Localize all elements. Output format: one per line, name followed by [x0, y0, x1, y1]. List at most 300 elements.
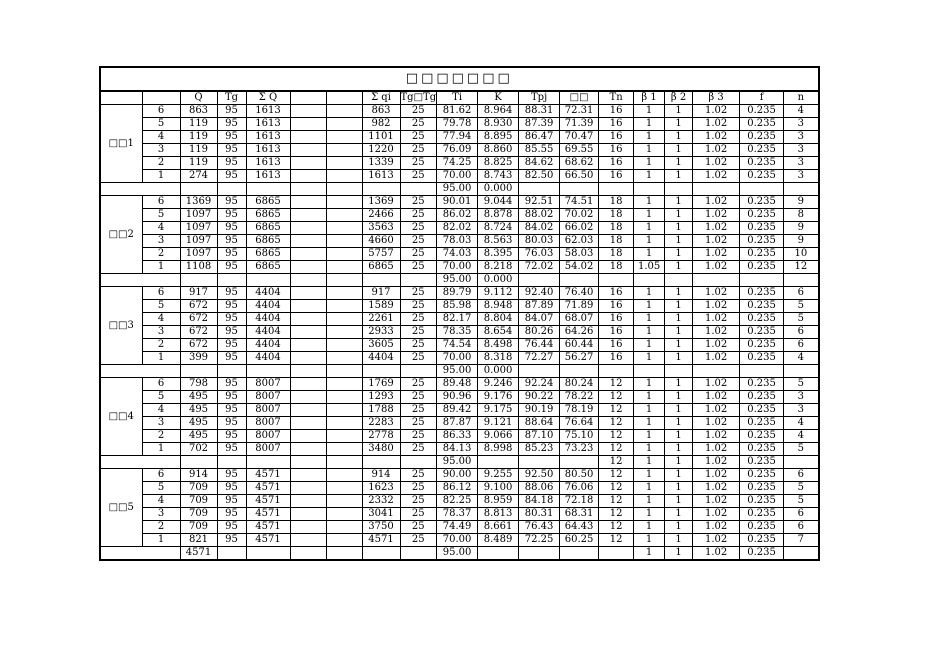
table-cell: 1	[665, 534, 693, 547]
table-cell: 95.00	[437, 365, 478, 378]
table-cell	[326, 170, 362, 183]
table-cell: 25	[400, 482, 437, 495]
table-cell: 1097	[180, 209, 217, 222]
table-cell: 1	[634, 287, 665, 300]
table-cell: 92.50	[519, 469, 560, 482]
table-cell: 60.44	[560, 339, 599, 352]
group-footer-row	[100, 183, 819, 196]
table-cell: 1	[665, 443, 693, 456]
table-cell	[362, 456, 400, 469]
table-cell: 12	[599, 430, 634, 443]
column-header: n	[784, 91, 819, 105]
table-cell: 25	[400, 287, 437, 300]
table-cell: 1.02	[693, 469, 740, 482]
table-cell: 25	[400, 313, 437, 326]
table-cell: 87.89	[519, 300, 560, 313]
table-cell: 25	[400, 430, 437, 443]
table-cell: 2	[142, 521, 180, 534]
table-cell: 119	[180, 157, 217, 170]
table-cell: 8.964	[478, 105, 519, 118]
table-cell: 6865	[362, 261, 400, 274]
table-cell: 1.02	[693, 196, 740, 209]
table-cell: 1.02	[693, 339, 740, 352]
column-header: Σ Q	[246, 91, 290, 105]
table-cell	[217, 274, 246, 287]
table-cell: 77.94	[437, 131, 478, 144]
table-cell	[784, 183, 819, 196]
group-label: □□5	[100, 469, 142, 547]
table-cell: 3	[784, 170, 819, 183]
table-cell: 95	[217, 313, 246, 326]
table-cell: 8007	[246, 404, 290, 417]
table-row	[100, 170, 819, 183]
table-cell: 80.50	[560, 469, 599, 482]
table-cell: 25	[400, 196, 437, 209]
table-cell	[290, 248, 326, 261]
table-cell: 1	[634, 209, 665, 222]
table-cell: 1	[665, 170, 693, 183]
table-cell: 1	[665, 508, 693, 521]
table-cell: 3041	[362, 508, 400, 521]
table-cell	[599, 365, 634, 378]
table-cell	[290, 365, 326, 378]
table-cell: 1	[634, 469, 665, 482]
group-label: □□2	[100, 196, 142, 274]
table-cell: 18	[599, 222, 634, 235]
table-cell: 1	[665, 235, 693, 248]
table-cell: 84.07	[519, 313, 560, 326]
table-cell: 25	[400, 534, 437, 547]
table-cell: 0.235	[740, 430, 784, 443]
table-cell	[693, 365, 740, 378]
table-cell: 6	[784, 508, 819, 521]
table-cell: 84.02	[519, 222, 560, 235]
table-cell: 25	[400, 157, 437, 170]
table-cell: 8007	[246, 417, 290, 430]
table-cell: 1097	[180, 222, 217, 235]
table-cell: 4404	[246, 300, 290, 313]
table-cell: 9.121	[478, 417, 519, 430]
table-cell: 25	[400, 118, 437, 131]
table-cell	[326, 469, 362, 482]
table-row	[100, 300, 819, 313]
table-cell: 0.235	[740, 495, 784, 508]
table-cell: 82.17	[437, 313, 478, 326]
table-cell: 1.02	[693, 378, 740, 391]
table-cell: 54.02	[560, 261, 599, 274]
table-row	[100, 443, 819, 456]
table-cell: 16	[599, 287, 634, 300]
table-cell: 1613	[362, 170, 400, 183]
table-row	[100, 482, 819, 495]
table-cell	[326, 235, 362, 248]
table-cell: 0.000	[478, 365, 519, 378]
table-cell	[217, 365, 246, 378]
table-cell: 0.235	[740, 404, 784, 417]
table-cell: 5	[784, 313, 819, 326]
table-cell: 25	[400, 521, 437, 534]
table-cell	[326, 417, 362, 430]
table-cell: 0.235	[740, 547, 784, 561]
table-cell	[290, 157, 326, 170]
table-cell: 1369	[180, 196, 217, 209]
table-cell: 75.10	[560, 430, 599, 443]
table-cell: 82.50	[519, 170, 560, 183]
table-cell: 8.825	[478, 157, 519, 170]
table-cell: 1.02	[693, 508, 740, 521]
table-cell: 1	[142, 443, 180, 456]
table-cell: 1	[665, 495, 693, 508]
table-cell: 1.02	[693, 131, 740, 144]
table-cell: 74.54	[437, 339, 478, 352]
table-cell: 72.25	[519, 534, 560, 547]
table-cell	[290, 300, 326, 313]
table-cell: 3	[784, 157, 819, 170]
table-cell: 8.318	[478, 352, 519, 365]
table-cell	[290, 235, 326, 248]
table-cell: 119	[180, 131, 217, 144]
column-header	[142, 91, 180, 105]
table-cell: 1	[665, 404, 693, 417]
table-cell: 1.02	[693, 534, 740, 547]
table-cell: 1.02	[693, 313, 740, 326]
table-cell: 95	[217, 196, 246, 209]
table-cell: 85.55	[519, 144, 560, 157]
table-cell: 95	[217, 105, 246, 118]
table-cell: 6	[142, 378, 180, 391]
table-cell: 5	[142, 391, 180, 404]
table-cell	[326, 404, 362, 417]
table-cell	[290, 521, 326, 534]
group-footer-row	[100, 456, 819, 469]
table-cell: 9.100	[478, 482, 519, 495]
table-cell: 25	[400, 495, 437, 508]
table-row	[100, 508, 819, 521]
table-cell	[560, 456, 599, 469]
table-cell: 709	[180, 495, 217, 508]
table-cell: 0.235	[740, 352, 784, 365]
table-cell: 9.255	[478, 469, 519, 482]
table-row	[100, 417, 819, 430]
table-cell: 2261	[362, 313, 400, 326]
table-cell: 95	[217, 521, 246, 534]
table-row	[100, 404, 819, 417]
table-cell: 1	[665, 196, 693, 209]
table-row	[100, 261, 819, 274]
table-cell: 25	[400, 326, 437, 339]
table-row	[100, 313, 819, 326]
table-cell: 1.02	[693, 144, 740, 157]
table-cell: 4660	[362, 235, 400, 248]
table-cell: 95	[217, 482, 246, 495]
table-cell	[693, 183, 740, 196]
table-cell: 95	[217, 261, 246, 274]
table-cell	[246, 456, 290, 469]
table-cell	[290, 352, 326, 365]
table-cell	[326, 287, 362, 300]
table-cell: 9	[784, 222, 819, 235]
table-cell: 86.33	[437, 430, 478, 443]
table-cell: 8.489	[478, 534, 519, 547]
table-cell	[478, 456, 519, 469]
table-cell: 76.40	[560, 287, 599, 300]
table-cell: 4571	[362, 534, 400, 547]
table-cell: 18	[599, 235, 634, 248]
table-cell: 16	[599, 157, 634, 170]
table-cell: 4571	[246, 521, 290, 534]
table-row	[100, 469, 819, 482]
table-cell: 1	[665, 118, 693, 131]
table-cell: 80.24	[560, 378, 599, 391]
table-cell	[180, 456, 217, 469]
table-cell: 95	[217, 417, 246, 430]
table-cell: 84.62	[519, 157, 560, 170]
table-cell: 1	[634, 547, 665, 561]
table-cell: 86.02	[437, 209, 478, 222]
table-cell	[519, 274, 560, 287]
table-cell: 0.235	[740, 313, 784, 326]
group-footer-row	[100, 274, 819, 287]
table-cell: 4	[142, 404, 180, 417]
table-cell: 89.48	[437, 378, 478, 391]
table-cell: 6	[142, 196, 180, 209]
table-cell: 6865	[246, 261, 290, 274]
table-cell: 3750	[362, 521, 400, 534]
table-cell	[326, 313, 362, 326]
table-cell: 4571	[246, 508, 290, 521]
table-cell: 6865	[246, 209, 290, 222]
table-cell: 4	[142, 131, 180, 144]
table-cell: 1	[665, 482, 693, 495]
table-cell: 71.39	[560, 118, 599, 131]
table-cell: 1.02	[693, 326, 740, 339]
table-cell	[290, 183, 326, 196]
column-header: Tn	[599, 91, 634, 105]
table-cell: 1788	[362, 404, 400, 417]
table-cell: 85.98	[437, 300, 478, 313]
table-cell: 95	[217, 352, 246, 365]
table-row	[100, 118, 819, 131]
table-cell: 73.23	[560, 443, 599, 456]
table-cell	[784, 547, 819, 561]
table-cell: 0.235	[740, 235, 784, 248]
table-cell: 1	[634, 534, 665, 547]
table-cell: 495	[180, 391, 217, 404]
table-cell: 90.00	[437, 469, 478, 482]
table-cell: 12	[599, 469, 634, 482]
table-cell	[634, 365, 665, 378]
table-cell	[693, 274, 740, 287]
table-cell: 709	[180, 508, 217, 521]
table-row	[100, 521, 819, 534]
table-cell: 1097	[180, 248, 217, 261]
table-cell	[400, 547, 437, 561]
table-cell: 1	[634, 157, 665, 170]
table-cell: 95	[217, 443, 246, 456]
table-cell: 6	[142, 469, 180, 482]
table-cell: 4404	[362, 352, 400, 365]
table-cell: 1	[634, 430, 665, 443]
table-cell: 1101	[362, 131, 400, 144]
table-cell: 4404	[246, 339, 290, 352]
table-cell	[519, 183, 560, 196]
table-cell: 1.02	[693, 209, 740, 222]
table-cell: 4	[784, 352, 819, 365]
table-cell: 702	[180, 443, 217, 456]
table-cell: 95	[217, 508, 246, 521]
table-row	[100, 209, 819, 222]
table-cell: 1	[634, 352, 665, 365]
table-cell	[290, 339, 326, 352]
table-cell: 2	[142, 248, 180, 261]
table-cell: 12	[599, 404, 634, 417]
table-row	[100, 352, 819, 365]
table-cell	[326, 183, 362, 196]
table-cell: 90.22	[519, 391, 560, 404]
table-cell: 399	[180, 352, 217, 365]
table-cell	[400, 365, 437, 378]
group-footer-row	[100, 365, 819, 378]
table-cell	[290, 326, 326, 339]
table-cell: 56.27	[560, 352, 599, 365]
table-cell: 0.235	[740, 378, 784, 391]
table-cell: 6	[784, 469, 819, 482]
table-cell: 95	[217, 118, 246, 131]
table-cell: 6865	[246, 248, 290, 261]
table-cell: 12	[599, 534, 634, 547]
table-cell	[400, 274, 437, 287]
table-cell: 5	[142, 118, 180, 131]
table-cell: 25	[400, 105, 437, 118]
table-cell	[326, 144, 362, 157]
table-cell: 0.235	[740, 469, 784, 482]
table-cell: 1	[665, 417, 693, 430]
table-cell	[326, 495, 362, 508]
table-cell: 80.31	[519, 508, 560, 521]
table-cell: 79.78	[437, 118, 478, 131]
table-cell: 1	[634, 222, 665, 235]
table-row	[100, 196, 819, 209]
table-cell: 9.246	[478, 378, 519, 391]
table-cell: 16	[599, 105, 634, 118]
table-cell: 1	[665, 105, 693, 118]
table-cell	[326, 300, 362, 313]
table-cell: 70.00	[437, 534, 478, 547]
table-cell: 0.235	[740, 508, 784, 521]
column-header: Q	[180, 91, 217, 105]
table-cell: 1.02	[693, 248, 740, 261]
table-cell: 1769	[362, 378, 400, 391]
table-cell: 95	[217, 248, 246, 261]
table-cell: 1	[634, 105, 665, 118]
table-cell	[560, 547, 599, 561]
table-cell	[326, 443, 362, 456]
table-cell: 3	[784, 404, 819, 417]
table-cell: 25	[400, 417, 437, 430]
table-cell	[100, 365, 180, 378]
table-cell	[100, 274, 180, 287]
table-cell: 1	[665, 222, 693, 235]
table-cell: 89.79	[437, 287, 478, 300]
table-cell: 6865	[246, 196, 290, 209]
table-row	[100, 105, 819, 118]
table-cell: 25	[400, 261, 437, 274]
table-cell: 1.02	[693, 430, 740, 443]
table-cell: 8.743	[478, 170, 519, 183]
table-cell: 18	[599, 196, 634, 209]
table-cell: 914	[362, 469, 400, 482]
table-cell: 3	[784, 391, 819, 404]
table-cell	[290, 222, 326, 235]
table-cell: 1220	[362, 144, 400, 157]
table-cell: 1	[665, 209, 693, 222]
table-cell: 68.07	[560, 313, 599, 326]
table-cell: 76.06	[560, 482, 599, 495]
table-cell	[246, 274, 290, 287]
table-cell: 1369	[362, 196, 400, 209]
table-row	[100, 144, 819, 157]
table-cell: 0.235	[740, 482, 784, 495]
table-cell: 95	[217, 131, 246, 144]
table-cell: 5	[784, 378, 819, 391]
table-cell: 8007	[246, 391, 290, 404]
table-cell: 95.00	[437, 274, 478, 287]
table-cell: 25	[400, 443, 437, 456]
table-cell: 8.948	[478, 300, 519, 313]
table-cell: 119	[180, 144, 217, 157]
table-cell: 8.998	[478, 443, 519, 456]
table-cell: 82.02	[437, 222, 478, 235]
table-cell: 66.50	[560, 170, 599, 183]
table-cell	[740, 365, 784, 378]
table-row	[100, 287, 819, 300]
table-cell	[290, 495, 326, 508]
table-cell: 18	[599, 248, 634, 261]
table-cell: 0.235	[740, 209, 784, 222]
table-row	[100, 495, 819, 508]
table-cell: 70.00	[437, 170, 478, 183]
table-cell	[362, 547, 400, 561]
table-cell	[599, 274, 634, 287]
table-cell: 0.235	[740, 339, 784, 352]
table-cell: 0.235	[740, 157, 784, 170]
table-cell: 2	[142, 339, 180, 352]
table-cell: 12	[599, 508, 634, 521]
table-cell: 70.02	[560, 209, 599, 222]
table-cell: 4	[784, 417, 819, 430]
table-cell: 0.235	[740, 196, 784, 209]
table-cell: 982	[362, 118, 400, 131]
table-cell	[326, 157, 362, 170]
table-cell: 0.235	[740, 261, 784, 274]
table-cell: 0.235	[740, 417, 784, 430]
table-row	[100, 326, 819, 339]
table-cell: 12	[599, 443, 634, 456]
table-cell: 709	[180, 521, 217, 534]
table-cell: 95	[217, 326, 246, 339]
table-cell: 1	[634, 482, 665, 495]
group-footer-row	[100, 547, 819, 561]
table-cell: 74.51	[560, 196, 599, 209]
table-cell: 5	[142, 209, 180, 222]
table-cell: 5	[142, 300, 180, 313]
table-cell	[326, 209, 362, 222]
table-cell: 3480	[362, 443, 400, 456]
table-cell: 7	[784, 534, 819, 547]
table-cell: 1613	[246, 118, 290, 131]
table-cell: 1293	[362, 391, 400, 404]
table-cell	[362, 183, 400, 196]
